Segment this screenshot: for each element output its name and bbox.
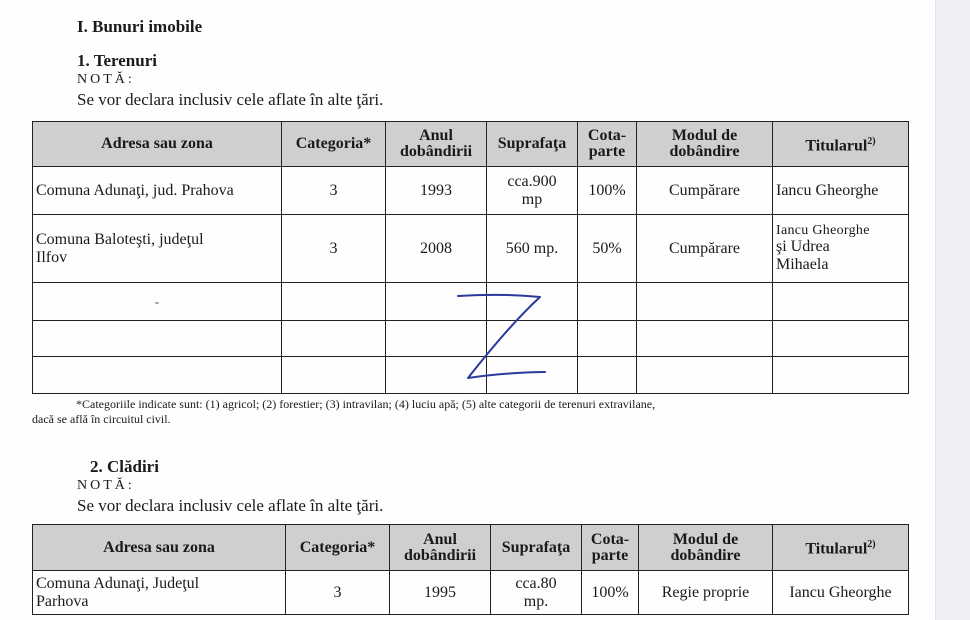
cell-empty — [637, 283, 773, 321]
header-titular — [773, 525, 909, 571]
cell-empty — [773, 283, 909, 321]
cell-titular-line3: Mihaela — [776, 256, 829, 273]
header-cota — [582, 525, 639, 571]
header-cota-line2: parte — [588, 143, 626, 160]
header-categoria: Categoria* — [282, 122, 386, 167]
page-edge — [935, 0, 970, 620]
header-modul — [639, 525, 773, 571]
cell-categoria: 3 — [282, 215, 386, 283]
header-anul — [386, 122, 487, 167]
header-cota-line2: parte — [591, 546, 629, 564]
table-header-row — [33, 525, 909, 571]
header-titular — [773, 122, 909, 167]
cell-modul: Regie proprie — [639, 571, 773, 615]
header-modul-line2: dobândire — [669, 143, 740, 160]
cell-empty — [282, 283, 386, 321]
cell-empty — [487, 321, 578, 357]
header-suprafata: Suprafaţa — [491, 525, 582, 571]
cell-adresa-line2: Parhova — [36, 592, 89, 610]
cell-titular: Iancu Gheorghe — [773, 167, 909, 215]
cladiri-nota-text: Se vor declara inclusiv cele aflate în alte ţări. — [77, 496, 384, 515]
cell-titular — [773, 215, 909, 283]
terenuri-nota-label: NOTĂ: — [77, 72, 135, 87]
cell-empty — [487, 283, 578, 321]
cladiri-title: 2. Clădiri — [90, 457, 159, 476]
terenuri-table — [32, 121, 909, 394]
cell-anul: 2008 — [386, 215, 487, 283]
terenuri-title: 1. Terenuri — [77, 51, 157, 70]
cell-modul: Cumpărare — [637, 215, 773, 283]
header-anul-line2: dobândirii — [399, 143, 473, 160]
cell-suprafata-line1: cca.900 — [507, 172, 557, 190]
cell-empty — [282, 321, 386, 357]
cell-adresa — [33, 215, 282, 283]
cell-suprafata-line2: mp. — [523, 592, 549, 610]
cell-adresa-line1: Comuna Baloteşti, judeţul — [36, 230, 204, 248]
cell-anul: 1995 — [390, 571, 491, 615]
header-modul — [637, 122, 773, 167]
cell-empty — [386, 321, 487, 357]
header-categoria: Categoria* — [286, 525, 390, 571]
header-cota-line1: Cota- — [587, 127, 627, 144]
table-row — [33, 571, 909, 615]
cell-empty — [773, 321, 909, 357]
footnote-line1: *Categoriile indicate sunt: (1) agricol; (2) forestier; (3) intravilan; (4) luciu apă; (5) alte categorii de terenuri extravilane, — [76, 397, 656, 411]
empty-dash: - — [154, 294, 160, 310]
header-modul-line1: Modul de — [671, 127, 738, 144]
cell-empty — [386, 357, 487, 394]
header-anul-line1: Anul — [423, 530, 457, 548]
header-suprafata: Suprafaţa — [487, 122, 578, 167]
cell-categoria: 3 — [286, 571, 390, 615]
cell-suprafata-line1: cca.80 — [515, 574, 557, 592]
table-empty-row — [33, 283, 909, 321]
header-adresa: Adresa sau zona — [33, 525, 286, 571]
cell-suprafata — [487, 167, 578, 215]
cell-adresa: Comuna Adunaţi, jud. Prahova — [33, 167, 282, 215]
header-modul-line1: Modul de — [672, 530, 739, 548]
cell-empty — [487, 357, 578, 394]
table-row — [33, 167, 909, 215]
cell-suprafata-line2: mp — [521, 190, 543, 208]
cell-empty — [33, 357, 282, 394]
header-titular-text: Titularul — [805, 137, 868, 155]
cell-empty-mark — [33, 283, 282, 321]
terenuri-nota-text: Se vor declara inclusiv cele aflate în alte ţări. — [77, 90, 384, 109]
header-anul-line2: dobândirii — [403, 546, 477, 564]
cell-titular: Iancu Gheorghe — [773, 571, 909, 615]
header-titular-sup: 2) — [867, 539, 876, 551]
cell-empty — [637, 321, 773, 357]
table-row — [33, 215, 909, 283]
cell-anul: 1993 — [386, 167, 487, 215]
cladiri-nota-label: NOTĂ: — [77, 478, 135, 493]
cell-cota: 100% — [582, 571, 639, 615]
cell-suprafata — [491, 571, 582, 615]
cell-adresa-line2: Ilfov — [36, 248, 68, 266]
table-header-row — [33, 122, 909, 167]
terenuri-footnote — [32, 397, 902, 427]
header-cota-line1: Cota- — [590, 530, 630, 548]
section-title: I. Bunuri imobile — [77, 17, 203, 36]
cell-categoria: 3 — [282, 167, 386, 215]
table-empty-row — [33, 321, 909, 357]
header-adresa: Adresa sau zona — [33, 122, 282, 167]
cell-suprafata: 560 mp. — [487, 215, 578, 283]
cell-adresa — [33, 571, 286, 615]
header-anul — [390, 525, 491, 571]
header-titular-sup: 2) — [867, 135, 876, 147]
cell-empty — [578, 321, 637, 357]
cell-adresa-line1: Comuna Adunaţi, Judeţul — [36, 574, 200, 592]
cell-cota: 50% — [578, 215, 637, 283]
cell-modul: Cumpărare — [637, 167, 773, 215]
cell-titular-line1: Iancu Gheorghe — [776, 223, 870, 238]
cell-empty — [578, 357, 637, 394]
header-anul-line1: Anul — [419, 127, 453, 144]
cell-cota: 100% — [578, 167, 637, 215]
cell-empty — [637, 357, 773, 394]
cell-empty — [386, 283, 487, 321]
cell-empty — [773, 357, 909, 394]
header-modul-line2: dobândire — [670, 546, 741, 564]
cell-empty — [578, 283, 637, 321]
table-empty-row — [33, 357, 909, 394]
cell-empty — [282, 357, 386, 394]
footnote-line2: dacă se află în circuitul civil. — [32, 412, 171, 426]
cell-titular-line2: şi Udrea — [776, 238, 830, 255]
cell-empty — [33, 321, 282, 357]
header-titular-text: Titularul — [805, 540, 868, 558]
header-cota — [578, 122, 637, 167]
cladiri-table — [32, 524, 909, 615]
